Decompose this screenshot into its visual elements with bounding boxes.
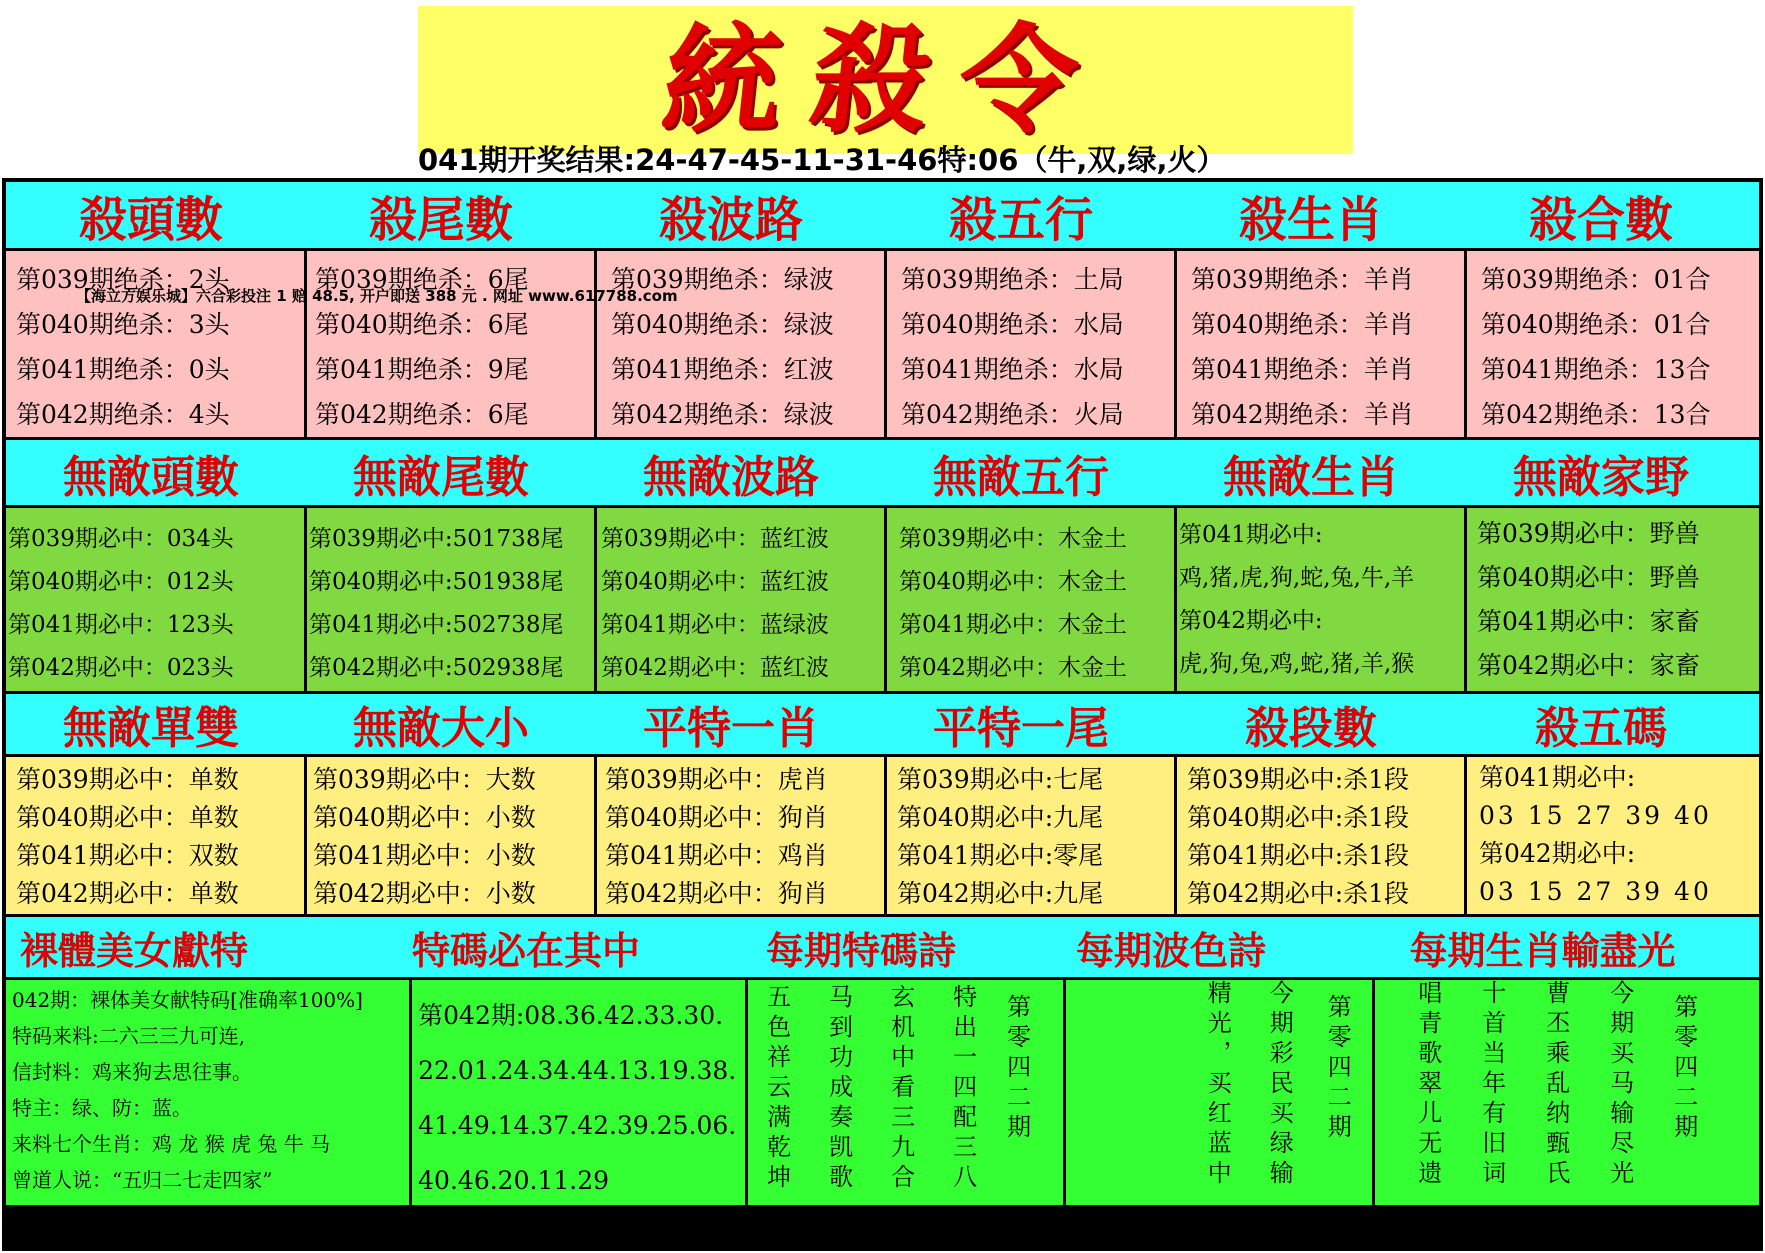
- poem-line: 十首当年有旧词: [1477, 980, 1506, 1190]
- poem-line: 第零四二期: [1002, 994, 1031, 1144]
- list-item: 第040期必中：单数: [16, 803, 239, 832]
- kill-sum-cell: [1467, 251, 1759, 437]
- list-item: 来料七个生肖：鸡 龙 猴 虎 兔 牛 马: [12, 1132, 331, 1156]
- kill-wave-cell: [597, 251, 887, 437]
- list-item: 41.49.14.37.42.39.25.06.: [418, 1111, 737, 1140]
- ad-banner: 【海立方娱乐城】六合彩投注 1 赔 48.5, 开户即送 388 元 . 网址 www.617788.com: [76, 287, 678, 305]
- section4-header: [6, 914, 1759, 977]
- list-item: 第041期绝杀：13合: [1481, 355, 1711, 384]
- list-item: 第041期必中:零尾: [897, 841, 1104, 870]
- list-item: 第040期绝杀：01合: [1481, 310, 1711, 339]
- list-item: 第042期必中：023头: [8, 655, 234, 681]
- header-big-small: 無敵大小: [353, 703, 529, 754]
- poem-line: 精光，买红蓝中: [1203, 980, 1232, 1190]
- poem-line: 唱青歌翠儿无遗: [1413, 980, 1442, 1190]
- list-item: 第041期必中：木金土: [899, 612, 1127, 638]
- flat-zodiac-cell: [597, 757, 887, 914]
- list-item: 第040期绝杀：绿波: [611, 310, 834, 339]
- list-item: 第040期必中：012头: [8, 569, 234, 595]
- list-item: 第040期必中：狗肖: [605, 803, 828, 832]
- list-item: 第042期必中：木金土: [899, 655, 1127, 681]
- header-kill-five: 殺五碼: [1535, 703, 1667, 754]
- section2-header: [6, 437, 1759, 505]
- list-item: 第041期绝杀：水局: [901, 355, 1124, 384]
- list-item: 虎,狗,兔,鸡,蛇,猪,羊,猴: [1179, 651, 1415, 677]
- list-item: 第040期绝杀：3头: [16, 310, 230, 339]
- list-item: 鸡,猪,虎,狗,蛇,兔,牛,羊: [1179, 565, 1415, 591]
- section3-header: [6, 691, 1759, 754]
- list-item: 第039期必中:501738尾: [309, 526, 564, 552]
- list-item: 第040期必中：野兽: [1477, 563, 1700, 592]
- header-flat-zodiac: 平特一肖: [643, 703, 819, 754]
- list-item: 第039期绝杀：绿波: [611, 265, 834, 294]
- list-item: 042期：裸体美女献特码[准确率100%]: [12, 988, 363, 1012]
- poem-line: 马到功成奏凯歌: [824, 984, 853, 1194]
- header-kill-wave: 殺波路: [658, 191, 803, 248]
- poem-line: 今期买马输尽光: [1605, 980, 1634, 1190]
- list-item: 第039期绝杀：土局: [901, 265, 1124, 294]
- list-item: 第040期必中:九尾: [897, 803, 1104, 832]
- list-item: 第040期绝杀：6尾: [315, 310, 529, 339]
- list-item: 第039期必中：034头: [8, 526, 234, 552]
- list-item: 第042期绝杀：绿波: [611, 400, 834, 429]
- list-item: 第040期绝杀：水局: [901, 310, 1124, 339]
- list-item: 第040期必中:501938尾: [309, 569, 564, 595]
- special-poem-cell: [748, 980, 1067, 1205]
- list-item: 第042期必中：单数: [16, 879, 239, 908]
- list-item: 03 15 27 39 40: [1479, 801, 1712, 830]
- kill-five-cell: [1467, 757, 1759, 914]
- zodiac-lose-cell: [1375, 980, 1759, 1205]
- list-item: 22.01.24.34.44.13.19.38.: [418, 1056, 737, 1085]
- section1-header: [6, 182, 1759, 248]
- list-item: 第041期必中:: [1179, 522, 1323, 548]
- sure-domestic-wild-cell: [1467, 508, 1759, 691]
- beauty-cell: [6, 980, 412, 1205]
- list-item: 第039期绝杀：01合: [1481, 265, 1711, 294]
- list-item: 第042期:08.36.42.33.30.: [418, 1001, 724, 1030]
- list-item: 特主：绿、防：蓝。: [12, 1096, 192, 1120]
- list-item: 第042期必中：蓝红波: [601, 655, 829, 681]
- list-item: 第040期必中：木金土: [899, 569, 1127, 595]
- list-item: 第041期绝杀：0头: [16, 355, 230, 384]
- header-kill-element: 殺五行: [948, 191, 1093, 248]
- list-item: 03 15 27 39 40: [1479, 877, 1712, 906]
- kill-tail-cell: [307, 251, 597, 437]
- section3-body: [6, 754, 1759, 914]
- list-item: 第041期必中:杀1段: [1187, 841, 1410, 870]
- list-item: 第040期必中:杀1段: [1187, 803, 1410, 832]
- list-item: 40.46.20.11.29: [418, 1166, 610, 1195]
- list-item: 第039期必中：大数: [313, 765, 536, 794]
- header-kill-sum: 殺合數: [1528, 191, 1673, 248]
- list-item: 特码来料:二六三三九可连,: [12, 1024, 246, 1048]
- list-item: 第042期绝杀：4头: [16, 400, 230, 429]
- list-item: 曾道人说：“五归二七走四家”: [12, 1168, 273, 1192]
- list-item: 第041期必中：鸡肖: [605, 841, 828, 870]
- list-item: 第039期必中：野兽: [1477, 519, 1700, 548]
- poem-line: 玄机中看三九合: [886, 984, 915, 1194]
- header-zodiac-lose: 每期生肖輸盡光: [1409, 928, 1676, 973]
- header-special-in: 特碼必在其中: [411, 928, 640, 973]
- header-special-poem: 每期特碼詩: [765, 928, 956, 973]
- list-item: 第039期绝杀：6尾: [315, 265, 529, 294]
- header-sure-element: 無敵五行: [933, 451, 1109, 503]
- list-item: 第040期必中：蓝红波: [601, 569, 829, 595]
- header-kill-tail: 殺尾數: [368, 191, 513, 248]
- list-item: 第041期必中:: [1479, 763, 1636, 792]
- poem-line: 特出一四配三八: [948, 984, 977, 1194]
- header-sure-zodiac: 無敵生肖: [1223, 451, 1399, 503]
- header-kill-head: 殺頭數: [78, 191, 223, 248]
- list-item: 第040期绝杀：羊肖: [1191, 310, 1414, 339]
- poem-line: 第零四二期: [1323, 994, 1352, 1144]
- list-item: 第039期必中：单数: [16, 765, 239, 794]
- kill-head-cell: [6, 251, 307, 437]
- list-item: 第039期绝杀：2头: [16, 265, 230, 294]
- big-small-cell: [307, 757, 597, 914]
- main-table: [2, 178, 1763, 1251]
- list-item: 第040期必中：小数: [313, 803, 536, 832]
- list-item: 第041期必中：小数: [313, 841, 536, 870]
- list-item: 第041期绝杀：9尾: [315, 355, 529, 384]
- header-kill-segment: 殺段數: [1245, 703, 1377, 754]
- sure-wave-cell: [597, 508, 887, 691]
- special-numbers-cell: [412, 980, 747, 1205]
- section1-body: [6, 248, 1759, 437]
- sure-tail-cell: [307, 508, 597, 691]
- kill-element-cell: [887, 251, 1177, 437]
- list-item: 第039期绝杀：羊肖: [1191, 265, 1414, 294]
- draw-result: 041期开奖结果:24-47-45-11-31-46特:06（牛,双,绿,火）: [418, 143, 1226, 177]
- page-title: 統殺令: [656, 10, 1115, 149]
- list-item: 第039期必中：木金土: [899, 526, 1127, 552]
- poem-line: 第零四二期: [1669, 994, 1698, 1144]
- header-sure-wave: 無敵波路: [643, 451, 819, 503]
- list-item: 第041期必中：蓝绿波: [601, 612, 829, 638]
- section4-body: [6, 977, 1759, 1205]
- list-item: 第039期必中:杀1段: [1187, 765, 1410, 794]
- sure-element-cell: [887, 508, 1177, 691]
- list-item: 信封料：鸡来狗去思往事。: [12, 1060, 252, 1084]
- odd-even-cell: [6, 757, 307, 914]
- kill-segment-cell: [1177, 757, 1467, 914]
- poem-line: 曹丕乘乱纳甄氏: [1541, 980, 1570, 1190]
- poem-line: 今期彩民买绿输: [1265, 980, 1294, 1190]
- poem-line: 五色祥云满乾坤: [762, 984, 791, 1194]
- list-item: 第041期必中：家畜: [1477, 607, 1700, 636]
- header-sure-domestic-wild: 無敵家野: [1513, 451, 1689, 503]
- kill-zodiac-cell: [1177, 251, 1467, 437]
- list-item: 第041期绝杀：羊肖: [1191, 355, 1414, 384]
- list-item: 第042期绝杀：13合: [1481, 400, 1711, 429]
- header-sure-head: 無敵頭數: [63, 451, 239, 503]
- list-item: 第041期绝杀：红波: [611, 355, 834, 384]
- sure-zodiac-cell: [1177, 508, 1467, 691]
- header-flat-tail: 平特一尾: [933, 703, 1109, 754]
- list-item: 第039期必中：虎肖: [605, 765, 828, 794]
- list-item: 第042期必中：小数: [313, 879, 536, 908]
- list-item: 第042期必中：家畜: [1477, 651, 1700, 680]
- flat-tail-cell: [887, 757, 1177, 914]
- header-odd-even: 無敵單雙: [63, 703, 239, 754]
- sure-head-cell: [6, 508, 307, 691]
- header-beauty: 裸體美女獻特: [20, 928, 249, 973]
- wave-poem-cell: [1066, 980, 1375, 1205]
- header-wave-poem: 每期波色詩: [1075, 928, 1266, 973]
- header-sure-tail: 無敵尾數: [353, 451, 529, 503]
- list-item: 第041期必中:502738尾: [309, 612, 564, 638]
- list-item: 第042期必中：狗肖: [605, 879, 828, 908]
- list-item: 第042期必中:九尾: [897, 879, 1104, 908]
- list-item: 第042期必中:: [1179, 608, 1323, 634]
- list-item: 第042期绝杀：火局: [901, 400, 1124, 429]
- header-kill-zodiac: 殺生肖: [1238, 191, 1383, 248]
- list-item: 第042期必中:502938尾: [309, 655, 564, 681]
- list-item: 第042期绝杀：羊肖: [1191, 400, 1414, 429]
- list-item: 第039期必中：蓝红波: [601, 526, 829, 552]
- list-item: 第042期必中:: [1479, 839, 1636, 868]
- section2-body: [6, 505, 1759, 691]
- list-item: 第041期必中：双数: [16, 841, 239, 870]
- list-item: 第042期绝杀：6尾: [315, 400, 529, 429]
- list-item: 第042期必中:杀1段: [1187, 879, 1410, 908]
- list-item: 第039期必中:七尾: [897, 765, 1104, 794]
- list-item: 第041期必中：123头: [8, 612, 234, 638]
